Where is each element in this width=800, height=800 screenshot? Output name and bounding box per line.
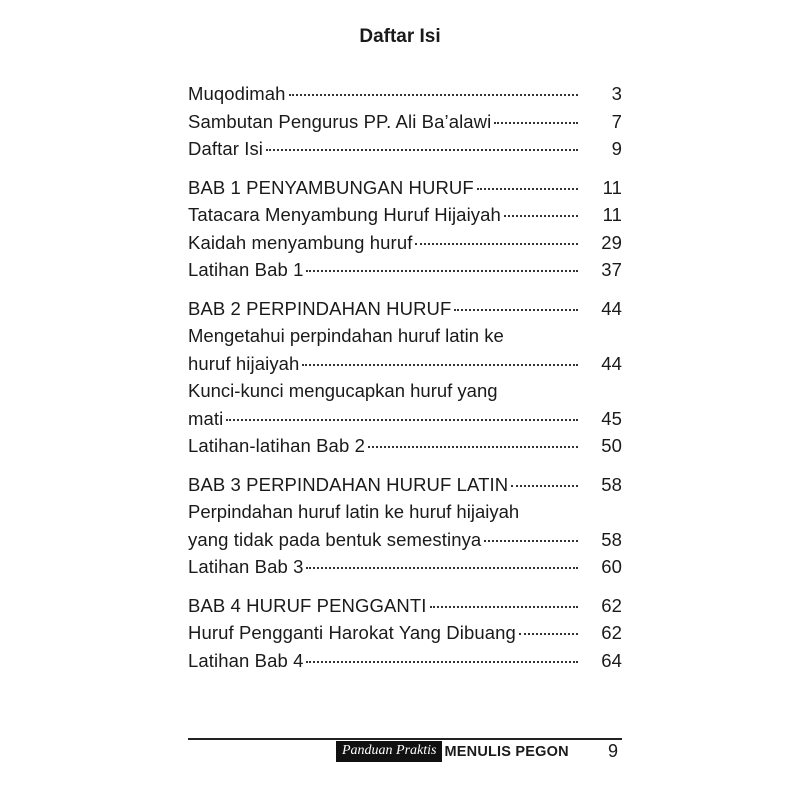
toc-entry-title: BAB 2 PERPINDAHAN HURUF [188,297,452,319]
dot-leader [289,94,578,96]
toc-section [188,174,622,284]
toc-entry [188,108,622,136]
toc-entry-title: Daftar Isi [188,138,264,159]
section-gap [188,460,622,471]
toc-section [188,80,622,163]
toc-entry-title: BAB 3 PERPINDAHAN HURUF LATIN [188,473,509,495]
toc-page-number: 62 [601,622,622,643]
dot-leader [306,567,578,569]
toc-page-number: 29 [601,231,622,253]
page-title: Daftar Isi [359,26,441,47]
toc-entry-title: Sambutan Pengurus PP. Ali Ba’alawi [188,110,492,132]
toc-entry-line: Mengetahui perpindahan huruf latin ke [188,325,504,346]
table-of-contents [188,80,622,674]
toc-entry [188,526,622,554]
section-gap [188,581,622,592]
dot-leader [368,446,578,448]
dot-leader [454,309,578,311]
toc-section [188,471,622,581]
dot-leader [306,270,578,272]
toc-entry [188,201,622,229]
toc-page-number: 11 [602,204,622,225]
dot-leader [504,215,578,217]
dot-leader [484,540,578,542]
toc-page-number: 44 [601,352,622,374]
toc-entry-title: Latihan Bab 3 [188,556,304,577]
toc-entry-line: Perpindahan huruf latin ke huruf hijaiyah [188,501,520,522]
toc-entry [188,80,622,108]
section-gap [188,163,622,174]
toc-page-number: 11 [602,176,622,198]
section-gap [188,284,622,295]
toc-page-number: 60 [601,556,622,577]
toc-section [188,295,622,460]
toc-entry [188,350,622,378]
dot-leader [494,122,578,124]
dot-leader [266,149,578,151]
toc-entry-line: Kunci-kunci mengucapkan huruf yang [188,380,498,401]
toc-entry [188,471,622,499]
toc-entry-title: BAB 1 PENYAMBUNGAN HURUF [188,176,474,198]
toc-entry-title: yang tidak pada bentuk semestinya [188,528,482,550]
toc-entry-title: Tatacara Menyambung Huruf Hijaiyah [188,204,501,225]
toc-page-number: 62 [601,594,622,616]
toc-entry-title: huruf hijaiyah [188,352,300,374]
toc-entry-title: Muqodimah [188,83,286,104]
dot-leader [430,606,578,608]
toc-entry [188,229,622,257]
toc-page-number: 7 [611,110,622,132]
toc-page-number: 58 [601,528,622,550]
toc-entry-title: Kaidah menyambung huruf [188,231,413,253]
toc-entry-title: mati [188,407,224,429]
toc-entry [188,647,622,675]
toc-entry [188,405,622,433]
dot-leader [226,419,578,421]
toc-entry-title: Latihan-latihan Bab 2 [188,435,365,456]
toc-page-number: 45 [601,407,622,429]
toc-entry-title: Huruf Pengganti Harokat Yang Dibuang [188,622,516,643]
dot-leader [477,188,578,190]
toc-entry-title: BAB 4 HURUF PENGGANTI [188,594,427,616]
toc-page-number: 50 [601,435,622,456]
page-footer [188,738,622,762]
toc-page-number: 37 [601,259,622,280]
toc-entry [188,592,622,620]
dot-leader [415,243,578,245]
toc-entry [188,295,622,323]
dot-leader [511,485,578,487]
toc-section [188,592,622,675]
dot-leader [306,661,578,663]
toc-page-number: 3 [611,83,622,104]
toc-entry [188,256,622,284]
toc-page-number: 58 [601,473,622,495]
toc-page-number: 44 [601,297,622,319]
dot-leader [519,633,578,635]
toc-page-number: 9 [611,138,622,159]
toc-entry-title: Latihan Bab 4 [188,649,304,671]
toc-entry [188,553,622,581]
footer-page-number: 9 [607,741,618,761]
toc-entry-title: Latihan Bab 1 [188,259,304,280]
footer-brand-title: MENULIS PEGON [444,743,569,760]
toc-entry [188,174,622,202]
toc-page-number: 64 [601,649,622,671]
footer-brand-italic: Panduan Praktis [336,741,442,762]
toc-entry [188,432,622,460]
dot-leader [302,364,578,366]
toc-entry [188,619,622,647]
toc-entry [188,135,622,163]
